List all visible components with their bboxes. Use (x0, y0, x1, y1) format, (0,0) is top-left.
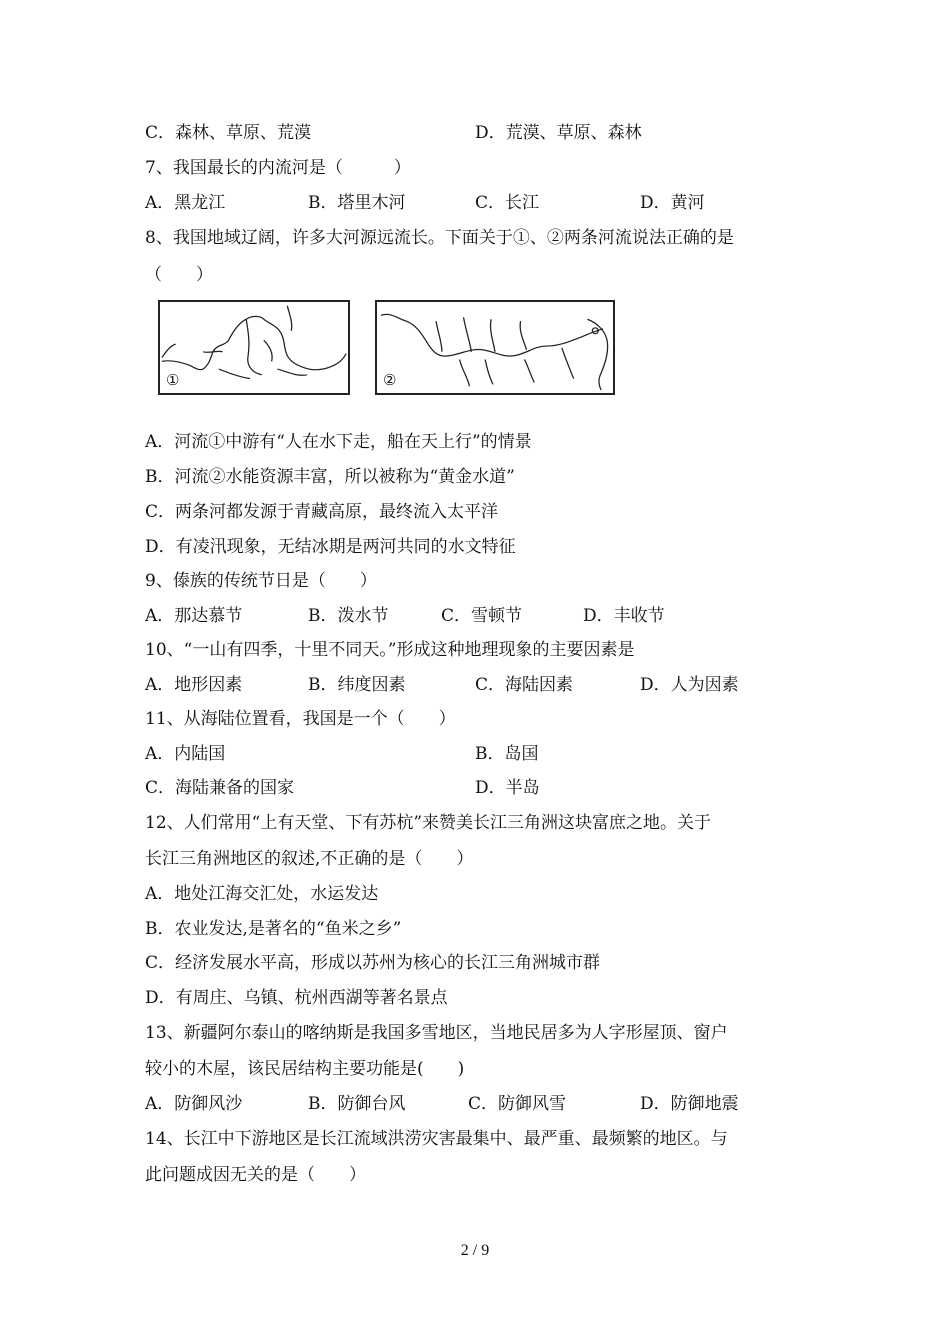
q10-option-a: A．地形因素 (145, 675, 243, 695)
q14-stem-line2: 此问题成因无关的是（ ） (145, 1165, 366, 1185)
q10-option-c: C．海陆因素 (475, 675, 574, 695)
river-1-outline-icon (160, 302, 348, 393)
q11-option-a: A．内陆国 (145, 744, 226, 764)
q12-stem-line2: 长江三角洲地区的叙述,不正确的是（ ） (145, 849, 474, 869)
q9-option-b: B．泼水节 (308, 606, 389, 626)
q9-stem: 9、傣族的传统节日是（ ） (145, 571, 377, 591)
q10-stem: 10、“一山有四季，十里不同天。”形成这种地理现象的主要因素是 (145, 640, 635, 660)
q8-option-b: B．河流②水能资源丰富，所以被称为“黄金水道” (145, 467, 515, 487)
q9-option-c: C．雪顿节 (441, 606, 523, 626)
q7-option-c: C．长江 (475, 193, 540, 213)
q9-option-d: D．丰收节 (583, 606, 665, 626)
map-2-label: ② (383, 371, 397, 389)
q11-option-b: B．岛国 (475, 744, 539, 764)
q13-option-d: D．防御地震 (640, 1094, 739, 1114)
q8-option-c: C．两条河都发源于青藏高原，最终流入太平洋 (145, 502, 499, 522)
q8-option-d: D．有凌汛现象，无结冰期是两河共同的水文特征 (145, 537, 516, 557)
q6-option-d: D．荒漠、草原、森林 (475, 123, 642, 143)
q12-option-c: C．经济发展水平高，形成以苏州为核心的长江三角洲城市群 (145, 953, 601, 973)
q12-stem-line1: 12、人们常用“上有天堂、下有苏杭”来赞美长江三角洲这块富庶之地。关于 (145, 813, 712, 833)
q10-option-d: D．人为因素 (640, 675, 739, 695)
map-river-1 (158, 300, 350, 395)
page-number: 2 / 9 (460, 1242, 490, 1259)
q13-stem-line1: 13、新疆阿尔泰山的喀纳斯是我国多雪地区，当地民居多为人字形屋顶、窗户 (145, 1023, 728, 1043)
q11-option-d: D．半岛 (475, 778, 540, 798)
q8-stem-line2: （ ） (145, 265, 213, 285)
q7-option-a: A．黑龙江 (145, 193, 226, 213)
q13-option-b: B．防御台风 (308, 1094, 406, 1114)
q11-stem: 11、从海陆位置看，我国是一个（ ） (145, 709, 456, 729)
map-1-label: ① (166, 371, 180, 389)
q7-option-b: B．塔里木河 (308, 193, 406, 213)
q8-river-maps (158, 300, 618, 400)
q12-option-a: A．地处江海交汇处，水运发达 (145, 884, 379, 904)
q12-option-d: D．有周庄、乌镇、杭州西湖等著名景点 (145, 988, 448, 1008)
q7-option-d: D．黄河 (640, 193, 705, 213)
q8-option-a: A．河流①中游有“人在水下走，船在天上行”的情景 (145, 432, 532, 452)
q12-option-b: B．农业发达,是著名的“鱼米之乡” (145, 919, 402, 939)
q9-option-a: A．那达慕节 (145, 606, 243, 626)
q7-stem: 7、我国最长的内流河是（ ） (145, 158, 411, 178)
q13-option-c: C．防御风雪 (468, 1094, 567, 1114)
q6-option-c: C．森林、草原、荒漠 (145, 123, 312, 143)
q10-option-b: B．纬度因素 (308, 675, 406, 695)
q13-option-a: A．防御风沙 (145, 1094, 243, 1114)
map-river-2 (375, 300, 615, 395)
q13-stem-line2: 较小的木屋，该民居结构主要功能是( ) (145, 1059, 465, 1079)
river-2-outline-icon (377, 302, 613, 393)
q8-stem-line1: 8、我国地域辽阔，许多大河源远流长。下面关于①、②两条河流说法正确的是 (145, 228, 734, 248)
q14-stem-line1: 14、长江中下游地区是长江流域洪涝灾害最集中、最严重、最频繁的地区。与 (145, 1129, 728, 1149)
q11-option-c: C．海陆兼备的国家 (145, 778, 295, 798)
